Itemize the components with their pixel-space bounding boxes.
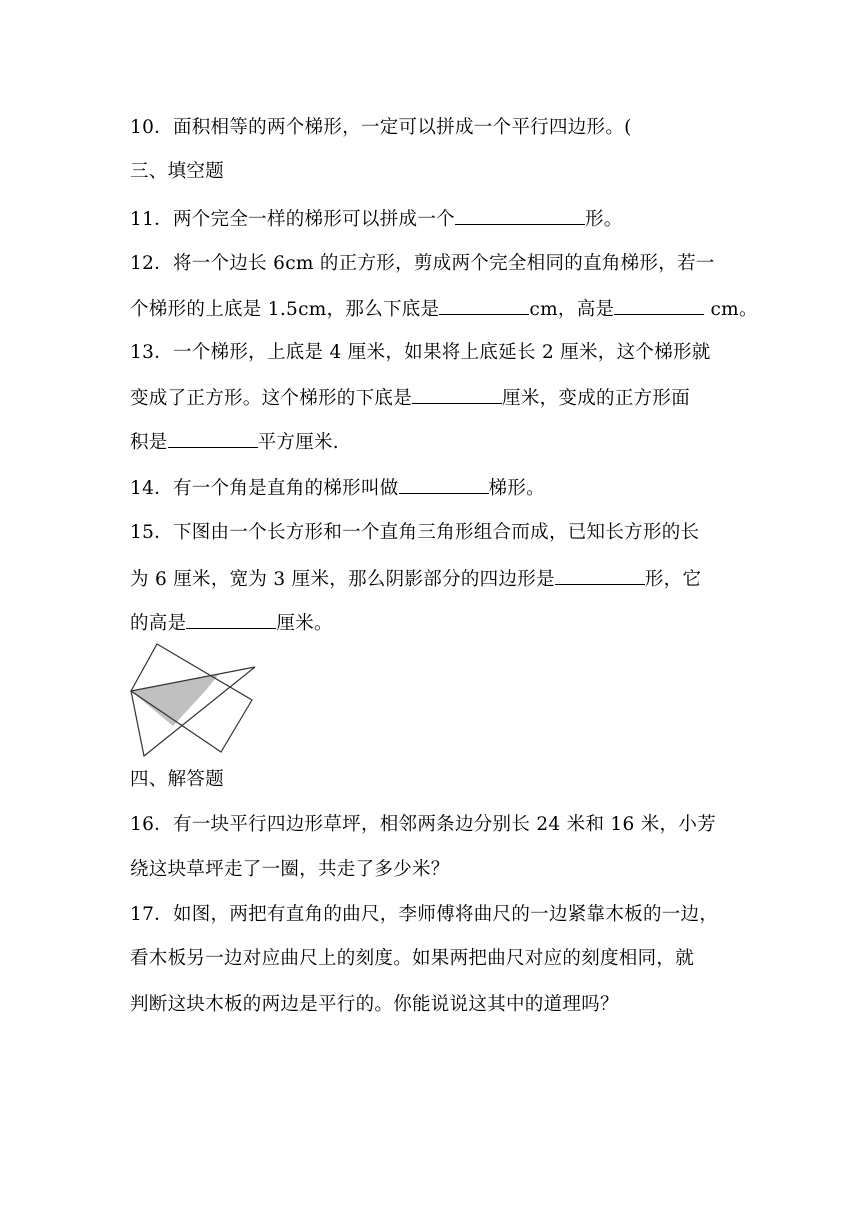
question-12-text-a: 个梯形的上底是 1.5cm，那么下底是 (130, 299, 440, 320)
question-15-text-a: 为 6 厘米，宽为 3 厘米，那么阴影部分的四边形是 (130, 569, 555, 590)
question-16-line-2: 绕这块草坪走了一圈，共走了多少米？ (130, 859, 450, 880)
question-14 (130, 477, 545, 500)
question-12-line-1: 12．将一个边长 6cm 的正方形，剪成两个完全相同的直角梯形，若一 (130, 253, 715, 274)
question-17-line-3: 判断这块木板的两边是平行的。你能说说这其中的道理吗？ (130, 994, 619, 1015)
question-13-text-c: 积是 (130, 432, 168, 453)
question-15-text-c: 的高是 (130, 613, 187, 634)
question-15-text-d: 厘米。 (276, 613, 333, 634)
question-11 (130, 208, 623, 231)
question-13-line-2 (130, 387, 690, 410)
question-17-line-1: 17．如图，两把有直角的曲尺，李师傅将曲尺的一边紧靠木板的一边， (130, 904, 719, 925)
question-11-suffix: 形。 (584, 209, 623, 230)
question-13-text-a: 变成了正方形。这个梯形的下底是 (130, 388, 413, 409)
question-12-line-2 (130, 298, 758, 321)
answer-blank[interactable] (186, 612, 276, 629)
section-heading-fill-in: 三、填空题 (130, 161, 225, 182)
answer-blank[interactable] (168, 431, 258, 448)
answer-blank[interactable] (439, 298, 529, 315)
geometry-figure (126, 640, 260, 760)
question-13-text-b: 厘米，变成的正方形面 (502, 388, 691, 409)
question-15-line-2 (130, 568, 701, 591)
question-14-suffix: 梯形。 (488, 478, 545, 499)
answer-blank[interactable] (399, 477, 489, 494)
question-13-line-3 (130, 431, 339, 454)
answer-blank[interactable] (555, 568, 645, 585)
question-12-text-b: cm，高是 (529, 299, 615, 320)
question-15-text-b: 形，它 (644, 569, 702, 590)
question-11-text: 11．两个完全一样的梯形可以拼成一个 (130, 209, 455, 230)
question-14-text: 14．有一个角是直角的梯形叫做 (130, 478, 399, 499)
answer-blank[interactable] (614, 298, 704, 315)
answer-blank[interactable] (455, 208, 585, 225)
question-17-line-2: 看木板另一边对应曲尺上的刻度。如果两把曲尺对应的刻度相同，就 (130, 948, 695, 969)
question-16-line-1: 16．有一块平行四边形草坪，相邻两条边分别长 24 米和 16 米，小芳 (130, 814, 716, 835)
question-12-text-c: cm。 (704, 299, 758, 320)
question-15-line-1: 15．下图由一个长方形和一个直角三角形组合而成，已知长方形的长 (130, 522, 700, 543)
question-15-line-3 (130, 612, 333, 635)
answer-blank[interactable] (412, 387, 502, 404)
question-13-line-1: 13．一个梯形，上底是 4 厘米，如果将上底延长 2 厘米，这个梯形就 (130, 342, 711, 363)
question-13-text-d: 平方厘米. (257, 432, 339, 453)
question-10: 10．面积相等的两个梯形，一定可以拼成一个平行四边形。( (130, 117, 632, 138)
section-heading-answers: 四、解答题 (130, 769, 225, 790)
